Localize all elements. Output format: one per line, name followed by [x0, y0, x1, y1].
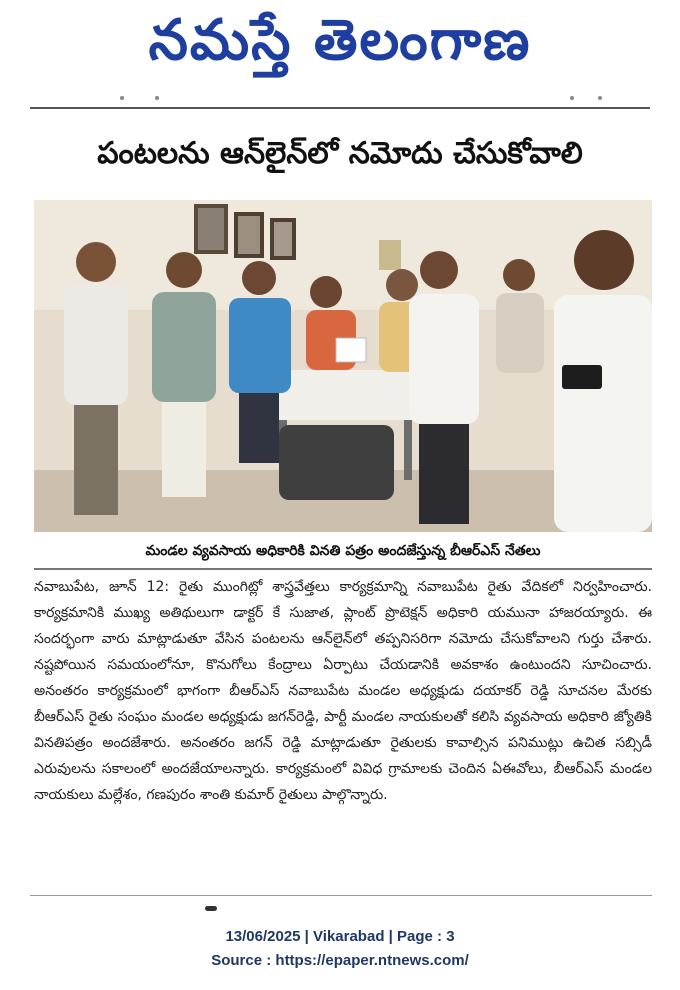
masthead	[0, 0, 680, 95]
print-mark	[205, 906, 217, 911]
footer	[0, 925, 680, 973]
print-mark	[120, 96, 124, 100]
article-body: నవాబుపేట, జూన్ 12: రైతు ముంగిట్లో శాస్త్రవేత్తలు కార్యక్రమాన్ని నవాబుపేట రైతు వేదికలో నిర్వహించారు. కార్యక్రమానికి ముఖ్య అతిథులుగా డాక్టర్ కే సుజాత, ప్లాంట్ ప్రొటెక్షన్ అధికారి యమునా హాజరయ్యారు. ఈ సందర్భంగా వారు మాట్లాడుతూ వేసిన పంటలను ఆన్‌లైన్‌లో తప్పనిసరిగా నమోదు చేసుకోవాలని గుర్తు చేశారు. నష్టపోయిన సమయంలోనూ, కొనుగోలు కేంద్రాలు ఏర్పాటు చేయడానికి అవకాశం ఉంటుందని సూచించారు. అనంతరం కార్యక్రమంలో భాగంగా బీఆర్ఎస్ నవాబుపేట మండల అధ్యక్షుడు దయాకర్ రెడ్డి సూచనల మేరకు బీఆర్ఎస్ రైతు సంఘం మండల అధ్యక్షుడు జగన్‌రెడ్డి, పార్టీ మండల నాయకులతో కలిసి వ్యవసాయ అధికారి జ్యోతికి వినతిపత్రం అందజేశారు. అనంతరం జగన్ రెడ్డి మాట్లాడుతూ రైతులకు కావాల్సిన పనిముట్లు ఉచిత సబ్సిడీ ఎరువులను సకాలంలో అందజేయాలన్నారు. కార్యక్రమంలో వివిధ గ్రామాలకు చెందిన ఏఈవోలు, బీఆర్ఎస్ మండల నాయకులు మల్లేశం, గణపురం శాంతి కుమార్ రైతులు పాల్గొన్నారు.	[34, 579, 652, 803]
article-headline: పంటలను ఆన్‌లైన్‌లో నమోదు చేసుకోవాలి	[97, 136, 583, 171]
print-mark	[155, 96, 159, 100]
photo-caption-box	[34, 536, 652, 570]
headline-box	[30, 123, 650, 191]
print-mark	[598, 96, 602, 100]
footer-divider	[30, 895, 652, 896]
news-photo	[34, 200, 652, 532]
masthead-divider	[30, 93, 650, 109]
office-meeting-photo	[34, 200, 652, 532]
source-link[interactable]: Source : https://epaper.ntnews.com/	[211, 952, 469, 969]
edition-info: 13/06/2025 | Vikarabad | Page : 3	[225, 928, 455, 945]
print-mark	[570, 96, 574, 100]
newspaper-logo: నమస్తే తెలంగాణ	[148, 8, 532, 73]
photo-caption: మండల వ్యవసాయ అధికారికి వినతి పత్రం అందజేస్తున్న బీఆర్ఎస్ నేతలు	[145, 542, 541, 559]
